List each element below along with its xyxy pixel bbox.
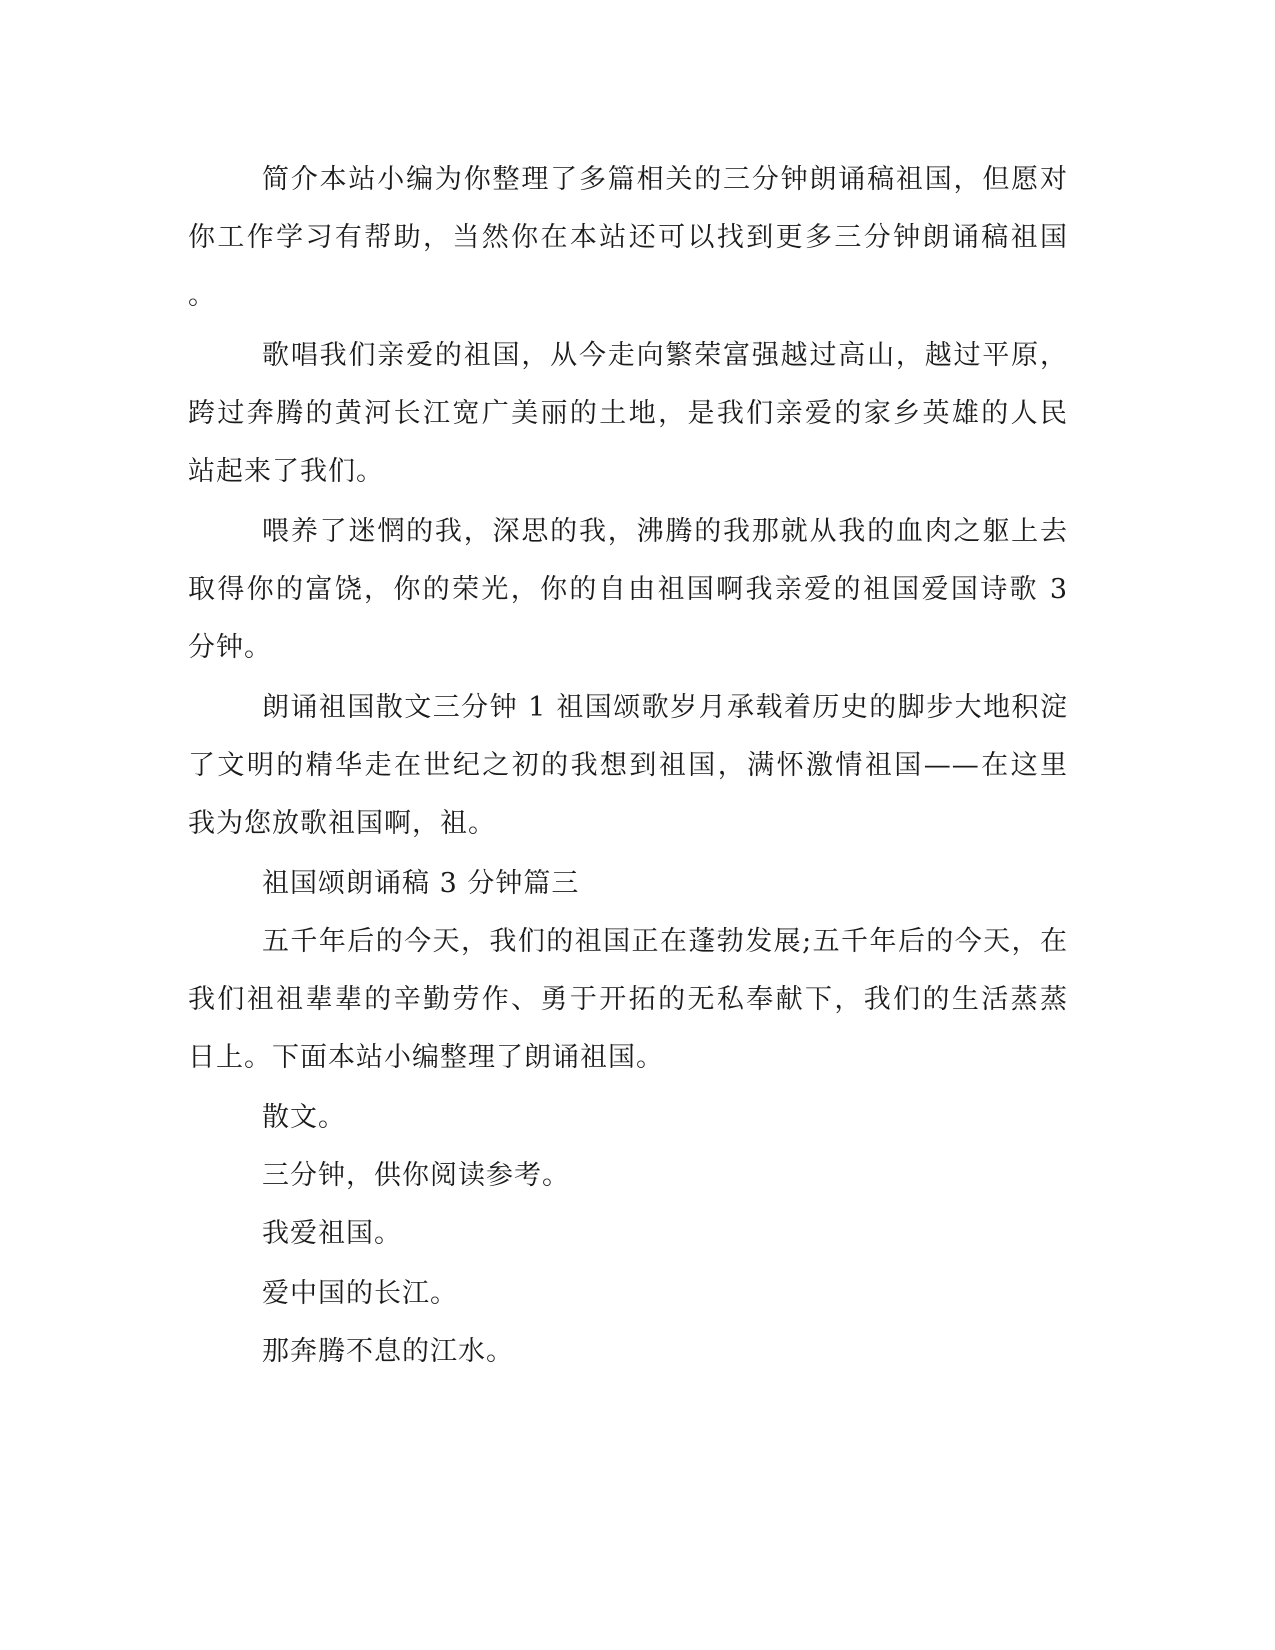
paragraph-2-line-2: 跨过奔腾的黄河长江宽广美丽的土地，是我们亲爱的家乡英雄的人民 — [188, 398, 1068, 429]
paragraph-4-line-3: 我为您放歌祖国啊，祖。 — [188, 808, 496, 839]
paragraph-2-line-3: 站起来了我们。 — [188, 456, 384, 487]
paragraph-1-line-3: 。 — [188, 280, 216, 311]
paragraph-3-line-1: 喂养了迷惘的我，深思的我，沸腾的我那就从我的血肉之躯上去 — [262, 516, 1068, 547]
paragraph-6-line-1: 五千年后的今天，我们的祖国正在蓬勃发展;五千年后的今天，在 — [262, 926, 1068, 957]
paragraph-2-line-1: 歌唱我们亲爱的祖国，从今走向繁荣富强越过高山，越过平原， — [262, 340, 1068, 371]
paragraph-1-line-2: 你工作学习有帮助，当然你在本站还可以找到更多三分钟朗诵稿祖国 — [188, 222, 1068, 253]
short-paragraph-3: 我爱祖国。 — [262, 1218, 402, 1249]
paragraph-1-line-1: 简介本站小编为你整理了多篇相关的三分钟朗诵稿祖国，但愿对 — [262, 164, 1068, 195]
section-heading: 祖国颂朗诵稿 3 分钟篇三 — [262, 868, 580, 899]
short-paragraph-2: 三分钟，供你阅读参考。 — [262, 1160, 570, 1191]
paragraph-4-line-2: 了文明的精华走在世纪之初的我想到祖国，满怀激情祖国——在这里 — [188, 750, 1068, 781]
paragraph-3-line-3: 分钟。 — [188, 632, 272, 663]
short-paragraph-5: 那奔腾不息的江水。 — [262, 1336, 514, 1367]
short-paragraph-4: 爱中国的长江。 — [262, 1278, 458, 1309]
paragraph-3-line-2: 取得你的富饶，你的荣光，你的自由祖国啊我亲爱的祖国爱国诗歌 3 — [188, 574, 1068, 605]
paragraph-6-line-3: 日上。下面本站小编整理了朗诵祖国。 — [188, 1042, 664, 1073]
paragraph-4-line-1: 朗诵祖国散文三分钟 1 祖国颂歌岁月承载着历史的脚步大地积淀 — [262, 692, 1068, 723]
paragraph-6-line-2: 我们祖祖辈辈的辛勤劳作、勇于开拓的无私奉献下，我们的生活蒸蒸 — [188, 984, 1068, 1015]
short-paragraph-1: 散文。 — [262, 1102, 346, 1133]
